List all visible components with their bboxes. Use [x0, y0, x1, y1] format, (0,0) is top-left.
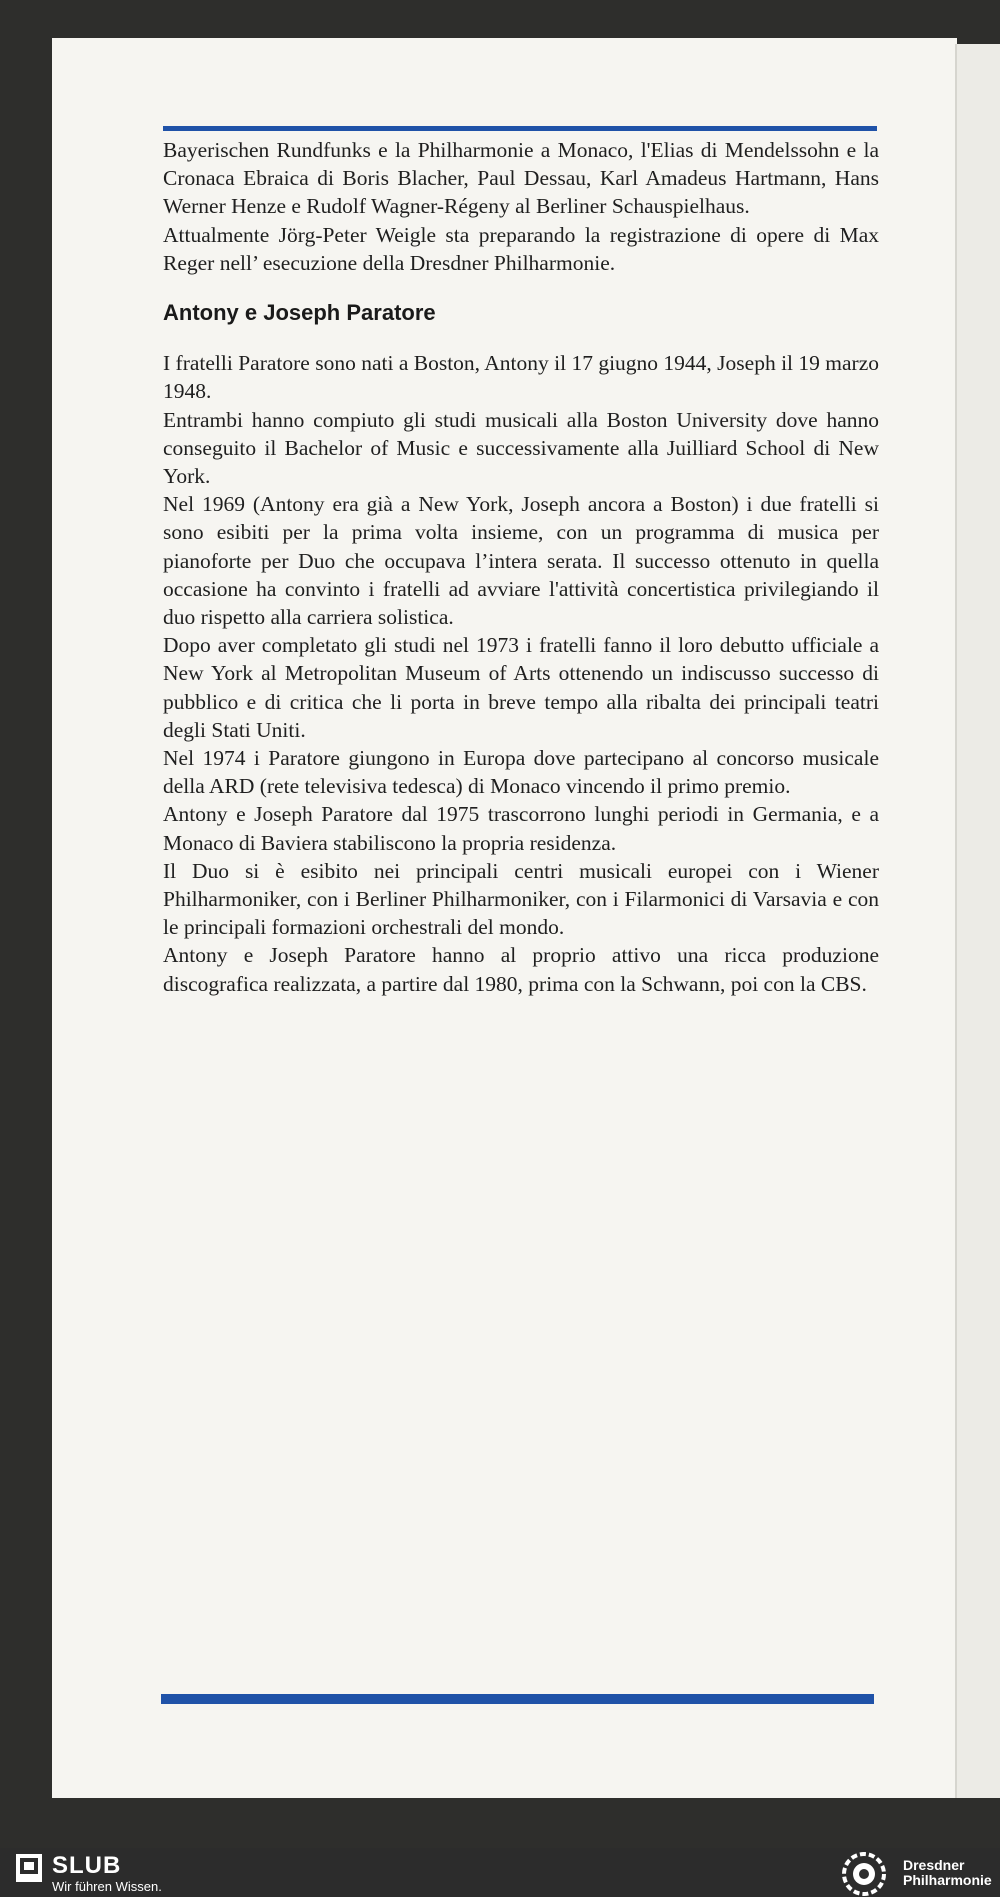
slub-name: SLUB [52, 1852, 122, 1879]
slub-logo-icon [16, 1854, 42, 1882]
body-paragraph: Antony e Joseph Paratore dal 1975 trascorrono lunghi periodi in Germania, e a Monaco di Baviera stabiliscono la propria residenza. [163, 802, 879, 855]
partner-name-line1: Dresdner [903, 1857, 965, 1873]
bottom-blue-rule [161, 1694, 874, 1704]
body-paragraph: I fratelli Paratore sono nati a Boston, Antony il 17 giugno 1944, Joseph il 19 marzo 1948. [163, 351, 879, 404]
intro-paragraph-2: Attualmente Jörg-Peter Weigle sta preparando la registrazione di opere di Max Reger nell’ esecuzione della Dresdner Philharmonie. [163, 222, 879, 275]
top-blue-rule [163, 126, 877, 131]
body-paragraph: Nel 1974 i Paratore giungono in Europa dove partecipano al concorso musicale della ARD (rete televisiva tedesca) di Monaco vincendo il primo premio. [163, 746, 879, 799]
partner-name [903, 1858, 992, 1888]
body-paragraph: Entrambi hanno compiuto gli studi musicali alla Boston University dove hanno conseguito il Bachelor of Music e successivamente alla Juilliard School di New York. [163, 407, 879, 489]
document-text [163, 136, 879, 998]
body-paragraph: Nel 1969 (Antony era già a New York, Joseph ancora a Boston) i due fratelli si sono esibiti per la prima volta insieme, con un programma di musica per pianoforte per Duo che occupava l’intera serata. Il successo ottenuto in quella occasione ha convinto i fratelli ad avviare l'attività concertistica privilegiando il duo rispetto alla carriera solistica. [163, 492, 879, 630]
partner-name-line2: Philharmonie [903, 1872, 992, 1888]
intro-paragraph-1: Bayerischen Rundfunks e la Philharmonie a Monaco, l'Elias di Mendelssohn e la Cronaca Ebraica di Boris Blacher, Paul Dessau, Karl Amadeus Hartmann, Hans Werner Henze e Rudolf Wagner-Régeny al Berliner Schauspielhaus. [163, 138, 879, 219]
body-paragraph: Il Duo si è esibito nei principali centri musicali europei con i Wiener Philharmoniker, con i Berliner Philharmoniker, con i Filarmonici di Varsavia e con le principali formazioni orchestrali del mondo. [163, 858, 879, 940]
footer-bar [0, 1848, 1000, 1897]
section-heading: Antony e Joseph Paratore [163, 300, 436, 326]
next-page-edge [955, 44, 1000, 1798]
dresdner-philharmonie-logo-icon [842, 1852, 886, 1896]
slub-tagline: Wir führen Wissen. [52, 1879, 162, 1894]
body-paragraph: Dopo aver completato gli studi nel 1973 i fratelli fanno il loro debutto ufficiale a New York al Metropolitan Museum of Arts ottenendo un indiscusso successo di pubblico e di critica che li porta in breve tempo alla ribalta dei principali teatri degli Stati Uniti. [163, 633, 879, 742]
body-paragraph: Antony e Joseph Paratore hanno al proprio attivo una ricca produzione discografica realizzata, a partire dal 1980, prima con la Schwann, poi con la CBS. [163, 943, 879, 996]
